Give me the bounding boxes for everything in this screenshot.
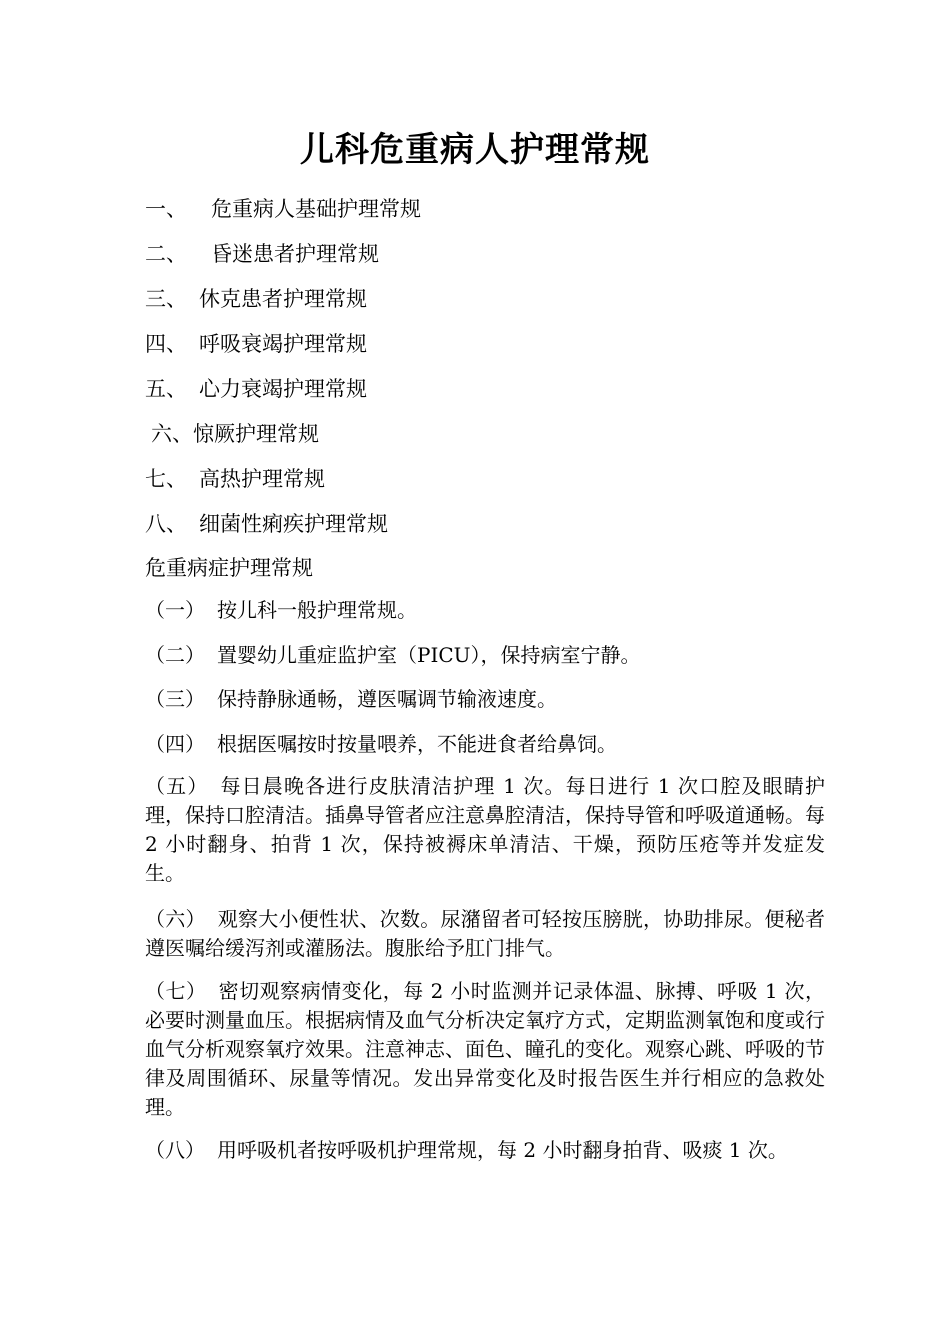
list-item xyxy=(145,730,825,759)
toc-number: 三、 xyxy=(145,287,187,311)
item-text: 密切观察病情变化，每 2 小时监测并记录体温、脉搏、呼吸 1 次，必要时测量血压。根据病情及血气分析决定氧疗方式，定期监测氧饱和度或行血气分析观察氧疗效果。注意神志、面色、瞳孔的变化。观察心跳、呼吸的节律及周围循环、尿量等情况。发出异常变化及时报告医生并行相应的急救处理。 xyxy=(145,979,825,1119)
toc-item xyxy=(145,373,845,418)
list-item xyxy=(145,596,825,625)
item-text: 观察大小便性状、次数。尿潴留者可轻按压膀胱，协助排尿。便秘者遵医嘱给缓泻剂或灌肠法。腹胀给予肛门排气。 xyxy=(145,907,825,960)
section-heading: 危重病症护理常规 xyxy=(145,556,313,580)
item-text: 保持静脉通畅，遵医嘱调节输液速度。 xyxy=(217,687,557,711)
toc-item xyxy=(145,193,845,238)
list-item xyxy=(145,977,825,1122)
toc-number: 八、 xyxy=(145,512,187,536)
toc-item xyxy=(145,508,845,553)
toc-label: 昏迷患者护理常规 xyxy=(211,242,379,266)
toc-label: 细菌性痢疾护理常规 xyxy=(199,512,388,536)
toc-item xyxy=(145,238,845,283)
toc-number: 七、 xyxy=(145,467,187,491)
item-number: （五） xyxy=(145,774,209,798)
item-text: 用呼吸机者按呼吸机护理常规，每 2 小时翻身拍背、吸痰 1 次。 xyxy=(217,1138,788,1162)
item-text: 按儿科一般护理常规。 xyxy=(217,598,417,622)
list-item xyxy=(145,772,825,888)
list-item xyxy=(145,641,825,670)
item-number: （三） xyxy=(145,687,205,711)
toc-label: 高热护理常规 xyxy=(199,467,325,491)
toc-number: 四、 xyxy=(145,332,187,356)
toc-item xyxy=(145,283,845,328)
toc-label: 心力衰竭护理常规 xyxy=(199,377,367,401)
toc-label: 休克患者护理常规 xyxy=(199,287,367,311)
toc-number: 二、 xyxy=(145,242,187,266)
toc-number: 一、 xyxy=(145,197,187,221)
toc-label: 危重病人基础护理常规 xyxy=(211,197,421,221)
item-number: （八） xyxy=(145,1138,205,1162)
toc-label: 惊厥护理常规 xyxy=(193,422,319,446)
item-text: 置婴幼儿重症监护室（PICU），保持病室宁静。 xyxy=(217,643,641,667)
document-title: 儿科危重病人护理常规 xyxy=(300,130,650,170)
toc-list xyxy=(145,193,845,553)
item-text: 每日晨晚各进行皮肤清洁护理 1 次。每日进行 1 次口腔及眼睛护理，保持口腔清洁。插鼻导管者应注意鼻腔清洁，保持导管和呼吸道通畅。每 2 小时翻身、拍背 1 次，保持被褥床单清洁、干燥，预防压疮等并发症发生。 xyxy=(145,774,825,885)
list-item xyxy=(145,905,825,963)
toc-item xyxy=(145,418,845,463)
list-item xyxy=(145,685,825,714)
item-text: 根据医嘱按时按量喂养，不能进食者给鼻饲。 xyxy=(217,732,617,756)
toc-number: 五、 xyxy=(145,377,187,401)
item-number: （六） xyxy=(145,907,206,931)
item-number: （一） xyxy=(145,598,205,622)
item-number: （四） xyxy=(145,732,205,756)
toc-item xyxy=(145,328,845,373)
list-item xyxy=(145,1136,825,1165)
toc-item xyxy=(145,463,845,508)
toc-number: 六、 xyxy=(151,422,193,446)
toc-label: 呼吸衰竭护理常规 xyxy=(199,332,367,356)
item-number: （二） xyxy=(145,643,205,667)
item-number: （七） xyxy=(145,979,207,1003)
